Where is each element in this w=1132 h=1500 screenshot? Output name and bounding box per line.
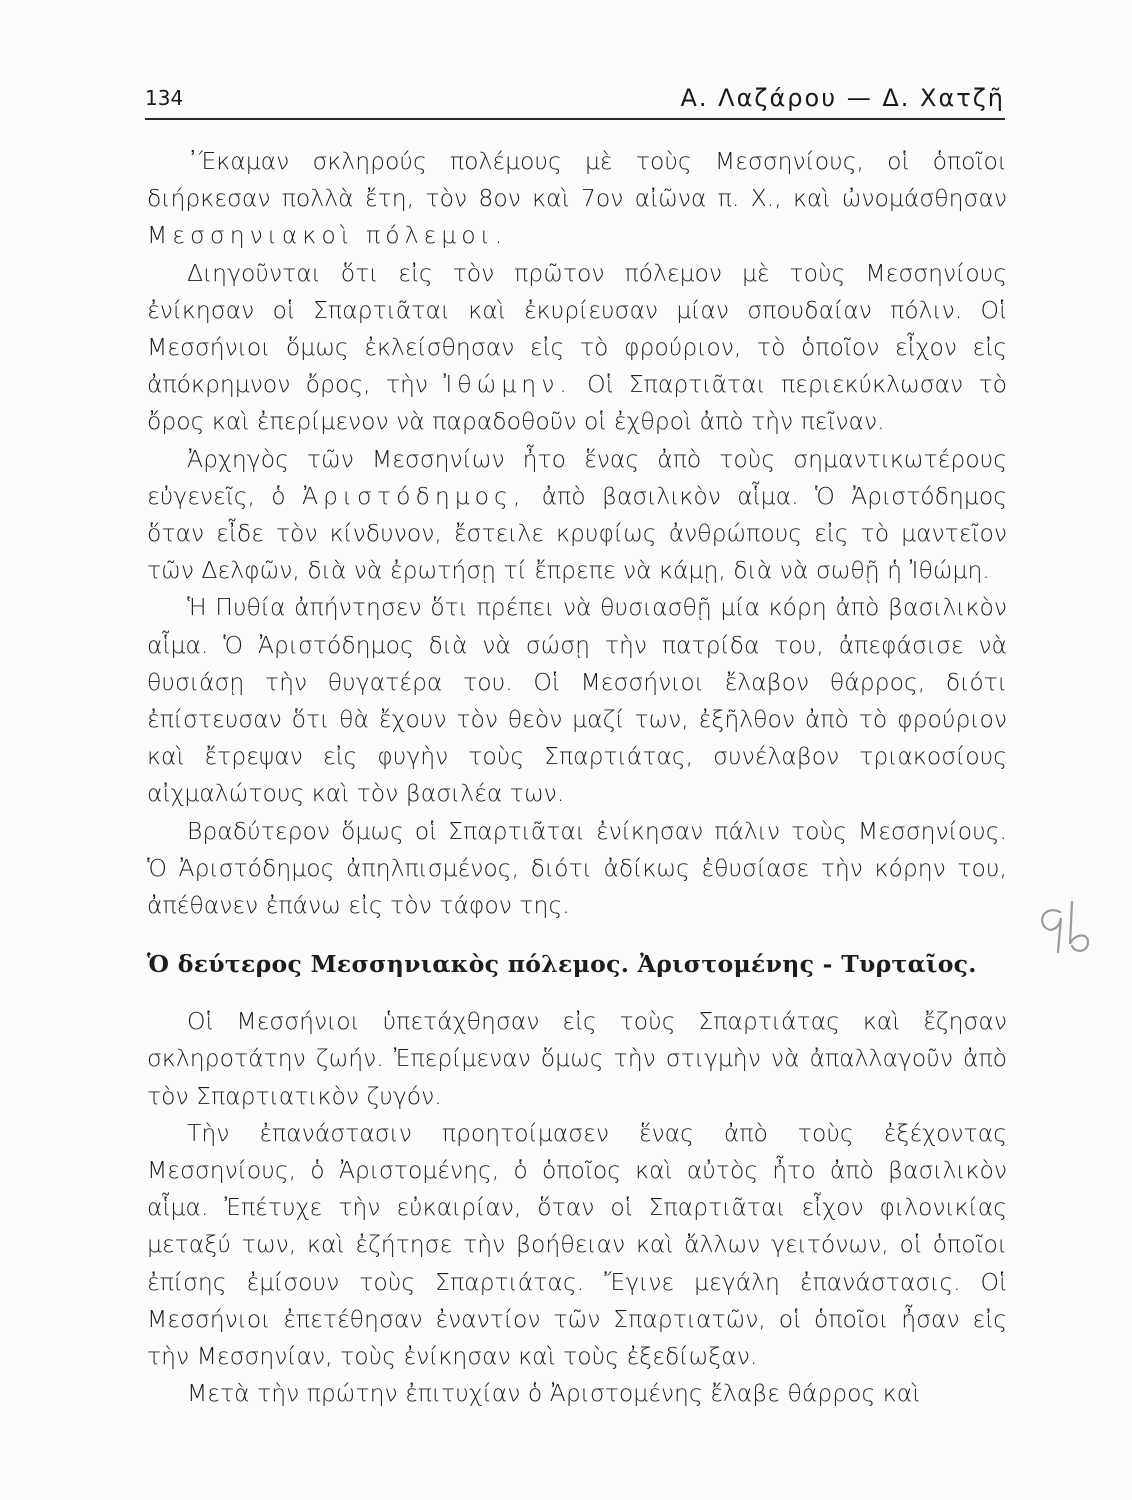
emphasis-ithome: Ἰθώμην. bbox=[443, 370, 572, 399]
section-paragraph-2: Τὴν ἐπανάστασιν προητοίμασεν ἕνας ἀπὸ τοὺς ἐξέχοντας Μεσσηνίους, ὁ Ἀριστομένης, ὁ ὁποῖος καὶ αὐτὸς ἦτο ἀπὸ βασιλικὸν αἷμα. Ἐπέτυχε τὴν εὐκαιρίαν, ὅταν οἱ Σπαρτιᾶται εἶχον φιλονικίας μεταξύ των, καὶ ἐζήτησε τὴν βοήθειαν καὶ ἄλλων γειτόνων, οἱ ὁποῖοι ἐπίσης ἐμίσουν τοὺς Σπαρτιάτας. Ἔγινε μεγάλη ἐπανάστασις. Οἱ Μεσσήνιοι ἐπετέθησαν ἐναντίον τῶν Σπαρτιατῶν, οἱ ὁποῖοι ἦσαν εἰς τὴν Μεσσηνίαν, τοὺς ἐνίκησαν καὶ τοὺς ἐξεδίωξαν. bbox=[147, 1118, 1007, 1371]
paragraph-3: Ἀρχηγὸς τῶν Μεσσηνίων ἦτο ἕνας ἀπὸ τοὺς σημαντικωτέρους εὐγενεῖς, ὁ Ἀριστόδημος, ἀπὸ βασιλικὸν αἷμα. Ὁ Ἀριστόδημος ὅταν εἶδε τὸν κίνδυνον, ἔστειλε κρυφίως ἀνθρώπους εἰς τὸ μαντεῖον τῶν Δελφῶν, διὰ νὰ ἐρωτήσῃ τί ἔπρεπε νὰ κάμῃ, διὰ νὰ σωθῇ ἡ Ἰθώμη. bbox=[147, 444, 1007, 585]
paragraph-4: Ἡ Πυθία ἀπήντησεν ὅτι πρέπει νὰ θυσιασθῇ μία κόρη ἀπὸ βασιλικὸν αἷμα. Ὁ Ἀριστόδημος διὰ νὰ σώσῃ τὴν πατρίδα του, ἀπεφάσισε νὰ θυσιάσῃ τὴν θυγατέρα του. Οἱ Μεσσήνιοι ἔλαβον θάρρος, διότι ἐπίστευσαν ὅτι θὰ ἔχουν τὸν θεὸν μαζί των, ἐξῆλθον ἀπὸ τὸ φρούριον καὶ ἔτρεψαν εἰς φυγὴν τοὺς Σπαρτιάτας, συνέλαβον τριακοσίους αἰχμαλώτους καὶ τὸν βασιλέα των. bbox=[147, 593, 1007, 808]
pencil-margin-note bbox=[1030, 896, 1100, 966]
page-number: 134 bbox=[145, 86, 184, 110]
body-text bbox=[147, 143, 1007, 1413]
section-heading: Ὁ δεύτερος Μεσσηνιακὸς πόλεμος. Ἀριστομένης - Τυρταῖος. bbox=[147, 950, 977, 979]
emphasis-aristodemos: Ἀριστόδημος, bbox=[301, 481, 526, 510]
running-head: Α. Λαζάρου — Δ. Χατζῆ bbox=[680, 84, 1005, 112]
paragraph-2: Διηγοῦνται ὅτι εἰς τὸν πρῶτον πόλεμον μὲ τοὺς Μεσσηνίους ἐνίκησαν οἱ Σπαρτιᾶται καὶ ἐκυρίευσαν μίαν σπουδαίαν πόλιν. Οἱ Μεσσήνιοι ὅμως ἐκλείσθησαν εἰς τὸ φρούριον, τὸ ὁποῖον εἶχον εἰς ἀπόκρημνον ὄρος, τὴν Ἰθώμην. Οἱ Σπαρτιᾶται περιεκύκλωσαν τὸ ὄρος καὶ ἐπερίμενον νὰ παραδοθοῦν οἱ ἐχθροὶ ἀπὸ τὴν πεῖναν. bbox=[147, 258, 1007, 436]
paragraph-1: ᾿Έκαμαν σκληρούς πολέμους μὲ τοὺς Μεσσηνίους, οἱ ὁποῖοι διήρκεσαν πολλὰ ἔτη, τὸν 8ον καὶ 7ον αἰῶνα π. Χ., καὶ ὠνομάσθησαν Μεσσηνιακοὶ πόλεμοι. bbox=[147, 147, 1007, 250]
page-header bbox=[145, 84, 1005, 120]
section-paragraph-3: Μετὰ τὴν πρώτην ἐπιτυχίαν ὁ Ἀριστομένης ἔλαβε θάρρος καὶ bbox=[187, 1379, 921, 1408]
paragraph-5: Βραδύτερον ὅμως οἱ Σπαρτιᾶται ἐνίκησαν πάλιν τοὺς Μεσσηνίους. Ὁ Ἀριστόδημος ἀπηλπισμένος, διότι ἀδίκως ἐθυσίασε τὴν κόρην του, ἀπέθανεν ἐπάνω εἰς τὸν τάφον της. bbox=[147, 816, 1007, 920]
emphasis-messeniakoi-polemoi: Μεσσηνιακοὶ πόλεμοι. bbox=[147, 221, 508, 250]
section-paragraph-1: Οἱ Μεσσήνιοι ὑπετάχθησαν εἰς τοὺς Σπαρτιάτας καὶ ἔζησαν σκληροτάτην ζωήν. Ἐπερίμεναν ὅμως τὴν στιγμὴν νὰ ἀπαλλαγοῦν ἀπὸ τὸν Σπαρτιατικὸν ζυγόν. bbox=[147, 1007, 1007, 1110]
